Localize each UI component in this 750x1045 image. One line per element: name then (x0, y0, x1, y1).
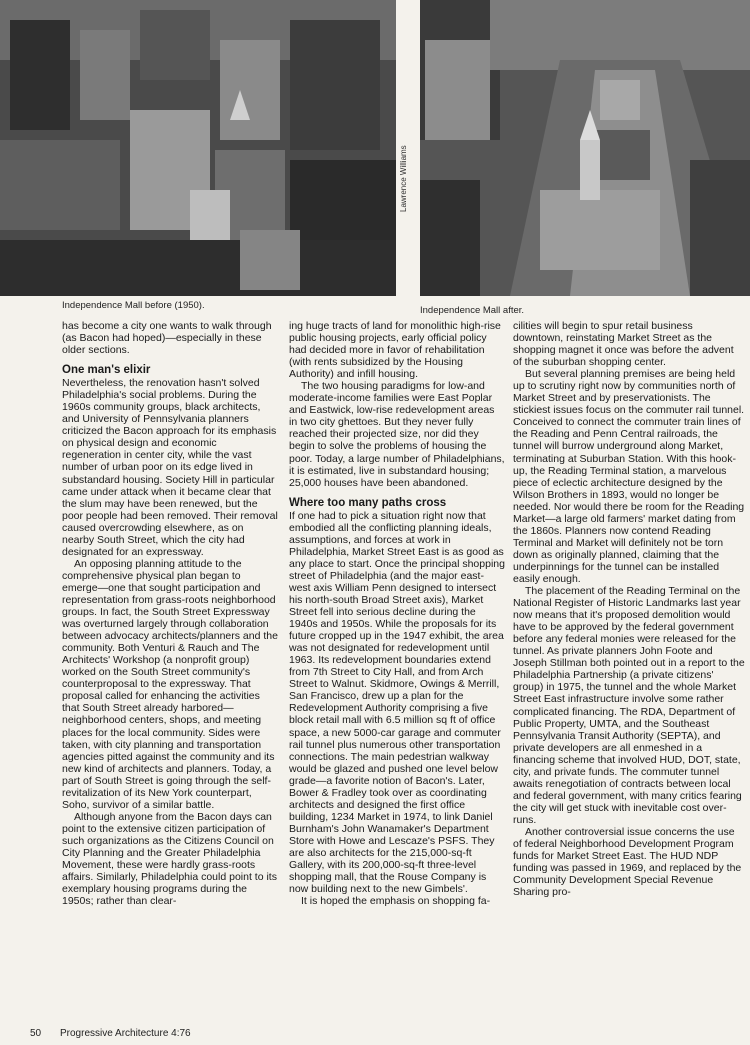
paragraph: Nevertheless, the renovation hasn't solved Philadelphia's social problems. During the 1960s community groups, black architects, and University of Pennsylvania planners criticized the Bacon approach for its emphasis on physical design and economic regeneration in center city, while the vast number of urban poor on its edge lived in substandard housing. Society Hill in particular came under attack when it became clear that the slum may have been renewed, but the poor people had been removed. Their removal caused overcrowding elsewhere, as on nearby South Street, which the city had designated for an expressway. (62, 377, 278, 558)
section-heading: One man's elixir (62, 364, 151, 377)
page-number: 50 (30, 1028, 42, 1039)
caption-after: Independence Mall after. (420, 305, 525, 316)
paragraph: It is hoped the emphasis on shopping fa- (301, 895, 491, 908)
aerial-photo-after (420, 0, 750, 296)
paragraph: An opposing planning attitude to the comprehensive physical plan began to emerge—one that sought participation and representation from grass-roots neighborhood groups. In fact, the South Street Expressway was overturned largely through collaboration between advocacy architects/planners and the community. Both Venturi & Rauch and The Architects' Workshop (a nonprofit group) worked on the South Street community's counterproposal to the expressway. That proposal called for enhancing the activities that South Street already harbored—neighborhood centers, shops, and meeting places for the local community. Sides were taken, with city planning and transportation agencies pitted against the community and its new kind of architects and planners. Today, a part of South Street is going through the self-revitalization of its New York counterpart, Soho, survivor of a similar battle. (62, 557, 278, 811)
paragraph: Another controversial issue concerns the use of federal Neighborhood Development Program funds for Market Street East. The HUD NDP funding was passed in 1969, and replaced by the Community Development Special Revenue Sharing pro- (513, 825, 742, 899)
paragraph: But several planning premises are being held up to scrutiny right now by communities north of Market Street and by preservationists. The stickiest issues focus on the commuter rail tunnel. Conceived to connect the commuter train lines of the Reading and Penn Central railroads, the tunnel will burrow underground along Market, terminating at Suburban Station. With this hook-up, the Reading Terminal station, a marvelous piece of eclectic architecture designed by the Wilson Brothers in 1893, would no longer be needed. Nor would there be room for the Reading Market—a large old farmers' market dating from the 1860s. Planners now contend Reading Terminal and Market will definitely not be torn down as originally planned, claiming that the underpinnings for the tunnel can be installed easily enough. (513, 368, 745, 585)
photo-credit: Lawrence Williams (399, 145, 408, 212)
article-column-3 (513, 320, 745, 898)
journal-title: Progressive Architecture 4:76 (60, 1028, 191, 1039)
article-column-1 (62, 320, 278, 907)
paragraph: The two housing paradigms for low-and moderate-income families were East Poplar and Eastwick, low-rise redevelopment areas in two city ghettoes. But they never fully reached their projected size, nor did they begin to solve the problems of housing the poor. Today, a large number of Philadelphians, it is estimated, live in substandard housing; 25,000 houses have been abandoned. (289, 380, 505, 489)
aerial-photo-before (0, 0, 396, 296)
paragraph: If one had to pick a situation right now that embodied all the conflicting planning ideals, assumptions, and forces at work in Philadelphia, Market Street East is as good as any place to start. Once the principal shopping street of Philadelphia (and the major east-west axis William Penn designed to intersect his north-south Broad Street axis), Market Street fell into serious decline during the 1940s and 1950s. While the proposals for its future cropped up in the 1947 exhibit, the area was not designated for redevelopment until 1963. Its redevelopment boundaries extend from 7th Street to City Hall, and from Arch Street to Walnut. Skidmore, Owings & Merrill, San Francisco, drew up a plan for the Redevelopment Authority comprising a five block retail mall with 6.5 million sq ft of office space, a new 5000-car garage and commuter rail tunnel plus numerous other transportation connections. The main pedestrian walkway would be glazed and pushed one level below grade—a favorite notion of Bacon's. Later, Bower & Fradley took over as coordinating architects and designed the first office building, 1234 Market in 1974, to link Daniel Burnham's John Wanamaker's Department Store with Howe and Lescaze's PSFS. They are also architects for the 215,000-sq-ft Gallery, with its 200,000-sq-ft three-level shopping mall, that the Rouse Company is now building next to the new Gimbels'. (289, 509, 505, 896)
paragraph: ing huge tracts of land for monolithic high-rise public housing projects, early official policy had decided more in favor of rehabilitation (with rents subsidized by the Housing Authority) and infill housing. (289, 320, 501, 381)
caption-before: Independence Mall before (1950). (62, 300, 205, 311)
paragraph: The placement of the Reading Terminal on the National Register of Historic Landmarks last year now means that it's proposed demolition would have to be approved by the federal government before any federal monies were released for the tunnel. As private planners John Foote and Joseph Stillman both pointed out in a report to the Philadelphia Partnership (a private citizens' group) in 1975, the tunnel and the whole Market Street East infrastructure involve some rather complicated financing. The RDA, Department of Public Property, UMTA, and the Southeast Pennsylvania Transit Authority (SEPTA), and private developers are all enmeshed in a financing scheme that involved HUD, DOT, state, city, and private funds. The commuter tunnel awaits renegotiation of contracts between local and federal government, with many critics fearing the city will get stuck with inevitable cost over-runs. (513, 585, 745, 826)
photo-independence-mall-before (0, 0, 396, 296)
paragraph: Although anyone from the Bacon days can point to the extensive citizen participation of such organizations as the Citizens Council on City Planning and the Greater Philadelphia Movement, these were hardly grass-roots affairs. Similarly, Philadelphia could point to its exemplary housing programs during the 1950s; rather than clear- (62, 810, 277, 908)
article-column-2 (289, 320, 505, 907)
paragraph: cilities will begin to spur retail business downtown, reinstating Market Street as the shopping magnet it once was before the advent of the suburban shopping center. (513, 320, 734, 369)
photo-independence-mall-after (420, 0, 750, 296)
paragraph: has become a city one wants to walk through (as Bacon had hoped)—especially in these older sections. (62, 320, 272, 357)
section-heading: Where too many paths cross (289, 496, 447, 509)
